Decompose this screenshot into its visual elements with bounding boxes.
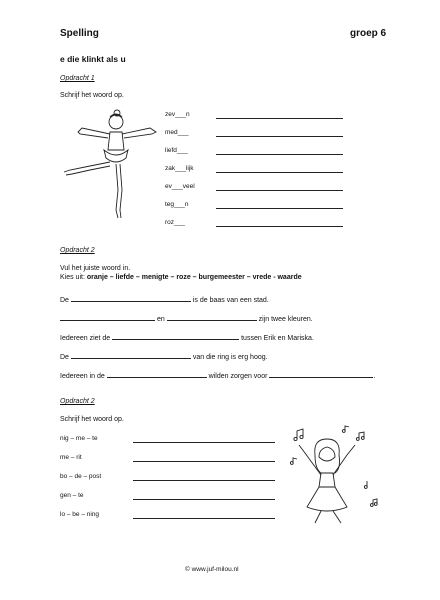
word-choices bbox=[60, 274, 302, 281]
answer-line[interactable] bbox=[133, 461, 275, 462]
syllable-item: bo – de – post bbox=[60, 473, 102, 480]
exercise3-instruction: Schrijf het woord op. bbox=[60, 416, 124, 423]
answer-line[interactable] bbox=[216, 226, 343, 227]
blank-line[interactable] bbox=[167, 313, 257, 321]
answer-line[interactable] bbox=[216, 172, 343, 173]
word-item: zev___n bbox=[165, 111, 190, 118]
blank-line[interactable] bbox=[71, 351, 191, 359]
word-item: teg___n bbox=[165, 201, 189, 208]
topic-title: e die klinkt als u bbox=[60, 54, 126, 64]
exercise1-instruction: Schrijf het woord op. bbox=[60, 92, 124, 99]
dancing-girl-illustration bbox=[285, 425, 380, 525]
word-item: med___ bbox=[165, 129, 189, 136]
sentence-1: De is de baas van een stad. bbox=[60, 294, 269, 304]
exercise1-title: Opdracht 1 bbox=[60, 75, 95, 82]
syllable-item: nig – me – te bbox=[60, 435, 98, 442]
answer-line[interactable] bbox=[133, 442, 275, 443]
answer-line[interactable] bbox=[133, 499, 275, 500]
footer-copyright: © www.juf-milou.nl bbox=[185, 566, 239, 573]
group-label: groep 6 bbox=[350, 28, 387, 39]
sentence-5: Iedereen in de wilden zorgen voor . bbox=[60, 370, 375, 380]
word-item: roz___ bbox=[165, 219, 185, 226]
syllable-item: me – rit bbox=[60, 454, 82, 461]
choices-list: oranje – liefde – menigte – roze – burgemeester – vrede - waarde bbox=[86, 274, 302, 281]
blank-line[interactable] bbox=[269, 370, 373, 378]
syllable-item: gen – te bbox=[60, 492, 84, 499]
answer-line[interactable] bbox=[216, 136, 343, 137]
syllable-item: lo – be – ning bbox=[60, 511, 100, 518]
answer-line[interactable] bbox=[216, 154, 343, 155]
answer-line[interactable] bbox=[133, 480, 275, 481]
exercise2-title: Opdracht 2 bbox=[60, 247, 95, 254]
answer-line[interactable] bbox=[133, 518, 275, 519]
ballerina-illustration bbox=[60, 108, 160, 223]
exercise3-title: Opdracht 2 bbox=[60, 398, 95, 405]
answer-line[interactable] bbox=[216, 190, 343, 191]
blank-line[interactable] bbox=[71, 294, 191, 302]
word-item: zak___lijk bbox=[165, 165, 194, 172]
sentence-2: en zijn twee kleuren. bbox=[60, 313, 313, 323]
word-item: liefd___ bbox=[165, 147, 188, 154]
answer-line[interactable] bbox=[216, 208, 343, 209]
subject-title: Spelling bbox=[60, 28, 99, 39]
blank-line[interactable] bbox=[60, 313, 155, 321]
exercise2-instruction: Vul het juiste woord in. bbox=[60, 265, 131, 272]
word-item: ev___veel bbox=[165, 183, 195, 190]
sentence-4: De van die ring is erg hoog. bbox=[60, 351, 268, 361]
blank-line[interactable] bbox=[107, 370, 207, 378]
blank-line[interactable] bbox=[112, 332, 239, 340]
choose-label: Kies uit: bbox=[60, 274, 85, 281]
sentence-3: Iedereen ziet de tussen Erik en Mariska. bbox=[60, 332, 314, 342]
answer-line[interactable] bbox=[216, 118, 343, 119]
